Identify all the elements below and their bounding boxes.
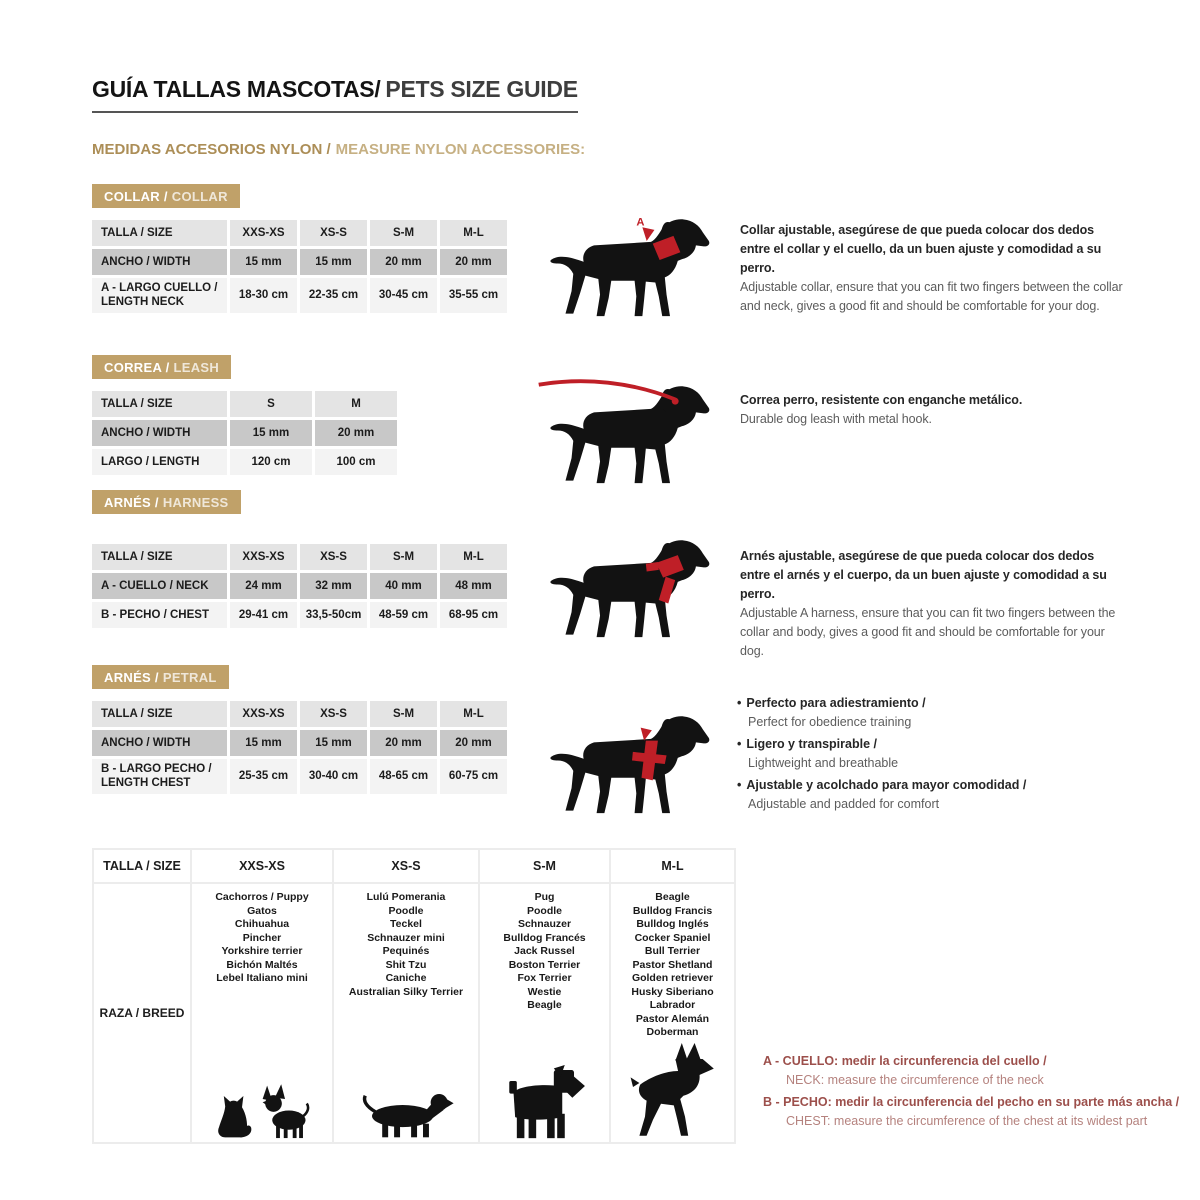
table-row	[92, 573, 507, 599]
size-cell: XXS-XS	[190, 850, 332, 882]
breed-item: Beagle	[655, 891, 690, 903]
page-title-es: GUÍA TALLAS MASCOTAS/	[92, 76, 381, 102]
value-cell: 68-95 cm	[440, 602, 507, 628]
breed-item: Golden retriever	[631, 972, 714, 984]
table-row	[92, 278, 507, 313]
breed-item: Bull Terrier	[644, 945, 701, 957]
breed-item: Labrador	[649, 999, 696, 1011]
breed-item: Bulldog Francés	[503, 931, 586, 944]
breed-row-label: RAZA / BREED	[94, 884, 190, 1142]
collar-badge-en: COLLAR	[171, 189, 228, 204]
value-cell: 15 mm	[300, 249, 367, 275]
feature-text: Perfecto para adiestramiento /	[746, 696, 926, 710]
size-cell: S-M	[370, 220, 437, 246]
breed-list	[336, 891, 476, 999]
leash-desc-es: Correa perro, resistente con enganche metálico.	[740, 393, 1023, 407]
breed-item: Pincher	[242, 931, 282, 944]
harness-desc-es: Arnés ajustable, asegúrese de que pueda colocar dos dedos entre el arnés y el cuerpo, da un buen ajuste y comodidad a su perro.	[740, 549, 1107, 601]
page-title-en: PETS SIZE GUIDE	[385, 76, 578, 102]
dog-leash-illustration-icon	[537, 370, 727, 491]
breed-item: Caniche	[385, 972, 427, 984]
breed-item: Lebel Italiano mini	[216, 972, 308, 984]
bullet-dot-icon: •	[737, 737, 742, 751]
breed-item: Australian Silky Terrier	[348, 985, 464, 998]
table-row	[92, 249, 507, 275]
table-row	[92, 544, 507, 570]
collar-annot-a: A	[636, 216, 645, 229]
breed-item: Schnauzer	[517, 918, 572, 930]
value-cell: 15 mm	[300, 730, 367, 756]
value-cell: 25-35 cm	[230, 759, 297, 794]
breed-item: Poodle	[388, 904, 424, 917]
value-cell: 15 mm	[230, 249, 297, 275]
table-row	[92, 602, 507, 628]
row-label-cell: B - PECHO / CHEST	[92, 602, 227, 628]
silhouettes-s-m	[482, 1065, 607, 1140]
feature-es	[737, 776, 1132, 795]
breed-item: Poodle	[526, 904, 562, 917]
breed-table	[92, 848, 736, 1144]
size-cell: M-L	[440, 544, 507, 570]
row-label-cell: ANCHO / WIDTH	[92, 730, 227, 756]
feature-text: Ligero y transpirable /	[746, 737, 877, 751]
collar-table	[92, 220, 507, 313]
breed-item: Cachorros / Puppy	[215, 891, 309, 903]
collar-desc-en: Adjustable collar, ensure that you can fit two fingers between the collar and neck, gives a good fit and should be comfortable for your dog.	[740, 280, 1123, 313]
collar-section	[92, 184, 507, 313]
leash-description	[740, 391, 1124, 429]
harness-desc-en: Adjustable A harness, ensure that you can fit two fingers between the collar and body, gives a good fit and should be comfortable for your dog.	[740, 606, 1116, 658]
breed-col-xxs-xs	[190, 884, 332, 1142]
collar-badge-es: COLLAR /	[104, 189, 168, 204]
value-cell: 18-30 cm	[230, 278, 297, 313]
breed-col-s-m	[478, 884, 609, 1142]
breed-item: Bichón Maltés	[226, 958, 298, 971]
dog-petral-illustration-icon	[537, 700, 727, 821]
measuring-notes	[763, 1052, 1199, 1134]
petral-features	[737, 694, 1132, 817]
dog-collar-illustration-icon	[537, 203, 727, 324]
feature-en: Perfect for obedience training	[748, 715, 912, 729]
collar-description	[740, 221, 1124, 316]
harness-badge-en: HARNESS	[162, 495, 229, 510]
value-cell: 30-40 cm	[300, 759, 367, 794]
size-cell: M-L	[440, 220, 507, 246]
row-label-cell: B - LARGO PECHO / LENGTH CHEST	[92, 759, 227, 794]
bullet-dot-icon: •	[737, 696, 742, 710]
value-cell: 48-59 cm	[370, 602, 437, 628]
breed-item: Lulú Pomerania	[366, 891, 446, 903]
petral-badge-en: PETRAL	[162, 670, 217, 685]
dachshund-silhouette-icon	[358, 1088, 454, 1139]
value-cell: 120 cm	[230, 449, 312, 475]
harness-badge-es: ARNÉS /	[104, 495, 159, 510]
chihuahua-silhouette-icon	[262, 1084, 310, 1139]
note-chest-en: CHEST: measure the circumference of the chest at its widest part	[786, 1114, 1148, 1128]
value-cell: 40 mm	[370, 573, 437, 599]
note-chest-es: B - PECHO: medir la circunferencia del pecho en su parte más ancha /	[763, 1095, 1180, 1109]
breed-item: Chihuahua	[234, 918, 290, 930]
harness-description	[740, 547, 1124, 661]
value-cell: 22-35 cm	[300, 278, 367, 313]
value-cell: 35-55 cm	[440, 278, 507, 313]
value-cell: 33,5-50cm	[300, 602, 367, 628]
harness-table	[92, 544, 507, 628]
doberman-silhouette-icon	[629, 1043, 717, 1139]
petral-badge-es: ARNÉS /	[104, 670, 159, 685]
value-cell: 48-65 cm	[370, 759, 437, 794]
breed-item: Yorkshire terrier	[221, 945, 303, 957]
value-cell: 48 mm	[440, 573, 507, 599]
row-label-cell: ANCHO / WIDTH	[92, 249, 227, 275]
table-row	[92, 730, 507, 756]
breed-list	[613, 891, 732, 1040]
value-cell: 15 mm	[230, 730, 297, 756]
collar-desc-es: Collar ajustable, asegúrese de que pueda colocar dos dedos entre el collar y el cuello, da un buen ajuste y comodidad a su perro.	[740, 223, 1102, 275]
leash-badge-en: LEASH	[173, 360, 220, 375]
breed-item: Fox Terrier	[517, 972, 572, 984]
table-row	[92, 449, 397, 475]
value-cell: 20 mm	[440, 249, 507, 275]
breed-item: Beagle	[527, 999, 562, 1011]
size-cell: M-L	[440, 701, 507, 727]
petral-table	[92, 701, 507, 794]
breed-list	[194, 891, 330, 986]
note-neck-en: NECK: measure the circumference of the neck	[786, 1073, 1044, 1087]
breed-col-xs-s	[332, 884, 478, 1142]
leash-badge-es: CORREA /	[104, 360, 170, 375]
silhouettes-xs-s	[336, 1088, 476, 1140]
size-label-cell: TALLA / SIZE	[92, 544, 227, 570]
table-row	[92, 220, 507, 246]
value-cell: 100 cm	[315, 449, 397, 475]
page-subtitle	[92, 141, 585, 158]
size-cell: XS-S	[300, 544, 367, 570]
size-cell: S	[230, 391, 312, 417]
feature-text: Ajustable y acolchado para mayor comodidad /	[746, 778, 1027, 792]
value-cell: 24 mm	[230, 573, 297, 599]
table-row	[92, 759, 507, 794]
dog-harness-illustration-icon	[537, 524, 727, 645]
petral-section	[92, 665, 507, 794]
page-title	[92, 76, 578, 113]
schnauzer-silhouette-icon	[505, 1065, 585, 1139]
breed-list	[482, 891, 607, 1013]
petral-badge	[92, 665, 229, 689]
value-cell: 20 mm	[315, 420, 397, 446]
breed-item: Doberman	[646, 1026, 699, 1038]
breed-item: Pequinés	[382, 945, 430, 957]
breed-item: Jack Russel	[514, 945, 575, 957]
collar-badge	[92, 184, 240, 208]
leash-badge	[92, 355, 231, 379]
breed-item: Boston Terrier	[508, 958, 581, 971]
value-cell: 15 mm	[230, 420, 312, 446]
feature-es	[737, 694, 1132, 713]
row-label-cell: A - CUELLO / NECK	[92, 573, 227, 599]
size-cell: S-M	[370, 544, 437, 570]
harness-section	[92, 490, 507, 628]
size-cell: XXS-XS	[230, 701, 297, 727]
leash-section	[92, 355, 397, 475]
breed-col-m-l	[609, 884, 734, 1142]
cat-silhouette-icon	[214, 1086, 256, 1139]
size-label-cell: TALLA / SIZE	[94, 850, 190, 882]
silhouettes-m-l	[613, 1043, 732, 1140]
leash-desc-en: Durable dog leash with metal hook.	[740, 412, 932, 426]
size-cell: S-M	[478, 850, 609, 882]
feature-es	[737, 735, 1132, 754]
size-label-cell: TALLA / SIZE	[92, 220, 227, 246]
breed-item: Gatos	[247, 904, 277, 917]
breed-item: Cocker Spaniel	[634, 931, 711, 944]
table-row	[92, 420, 397, 446]
size-label-cell: TALLA / SIZE	[92, 391, 227, 417]
breed-item: Shit Tzu	[385, 958, 427, 971]
breed-item: Pastor Shetland	[632, 958, 713, 971]
size-cell: XXS-XS	[230, 220, 297, 246]
row-label-cell: ANCHO / WIDTH	[92, 420, 227, 446]
breed-table-header	[94, 850, 734, 882]
size-cell: S-M	[370, 701, 437, 727]
breed-item: Husky Siberiano	[631, 985, 714, 998]
value-cell: 60-75 cm	[440, 759, 507, 794]
page-subtitle-es: MEDIDAS ACCESORIOS NYLON /	[92, 141, 331, 158]
breed-item: Pastor Alemán	[635, 1012, 710, 1025]
breed-item: Westie	[527, 985, 562, 998]
value-cell: 29-41 cm	[230, 602, 297, 628]
note-neck-es: A - CUELLO: medir la circunferencia del cuello /	[763, 1054, 1047, 1068]
size-cell: XS-S	[300, 220, 367, 246]
size-cell: XS-S	[332, 850, 478, 882]
breed-table-body	[94, 882, 734, 1142]
leash-table	[92, 391, 397, 475]
row-label-cell: LARGO / LENGTH	[92, 449, 227, 475]
breed-item: Teckel	[390, 918, 422, 930]
page-subtitle-en: MEASURE NYLON ACCESSORIES:	[335, 141, 586, 158]
value-cell: 32 mm	[300, 573, 367, 599]
breed-item: Schnauzer mini	[367, 931, 445, 944]
breed-item: Bulldog Francis	[632, 904, 713, 917]
row-label-cell: A - LARGO CUELLO / LENGTH NECK	[92, 278, 227, 313]
bullet-dot-icon: •	[737, 778, 742, 792]
harness-badge	[92, 490, 241, 514]
breed-item: Pug	[534, 891, 555, 903]
value-cell: 20 mm	[370, 249, 437, 275]
breed-item: Bulldog Inglés	[636, 918, 709, 930]
value-cell: 20 mm	[440, 730, 507, 756]
size-cell: M-L	[609, 850, 734, 882]
value-cell: 20 mm	[370, 730, 437, 756]
value-cell: 30-45 cm	[370, 278, 437, 313]
table-row	[92, 701, 507, 727]
silhouettes-xxs-xs	[194, 1084, 330, 1140]
feature-en: Lightweight and breathable	[748, 756, 899, 770]
feature-en: Adjustable and padded for comfort	[748, 797, 940, 811]
size-label-cell: TALLA / SIZE	[92, 701, 227, 727]
table-row	[92, 391, 397, 417]
size-cell: M	[315, 391, 397, 417]
size-cell: XXS-XS	[230, 544, 297, 570]
size-cell: XS-S	[300, 701, 367, 727]
